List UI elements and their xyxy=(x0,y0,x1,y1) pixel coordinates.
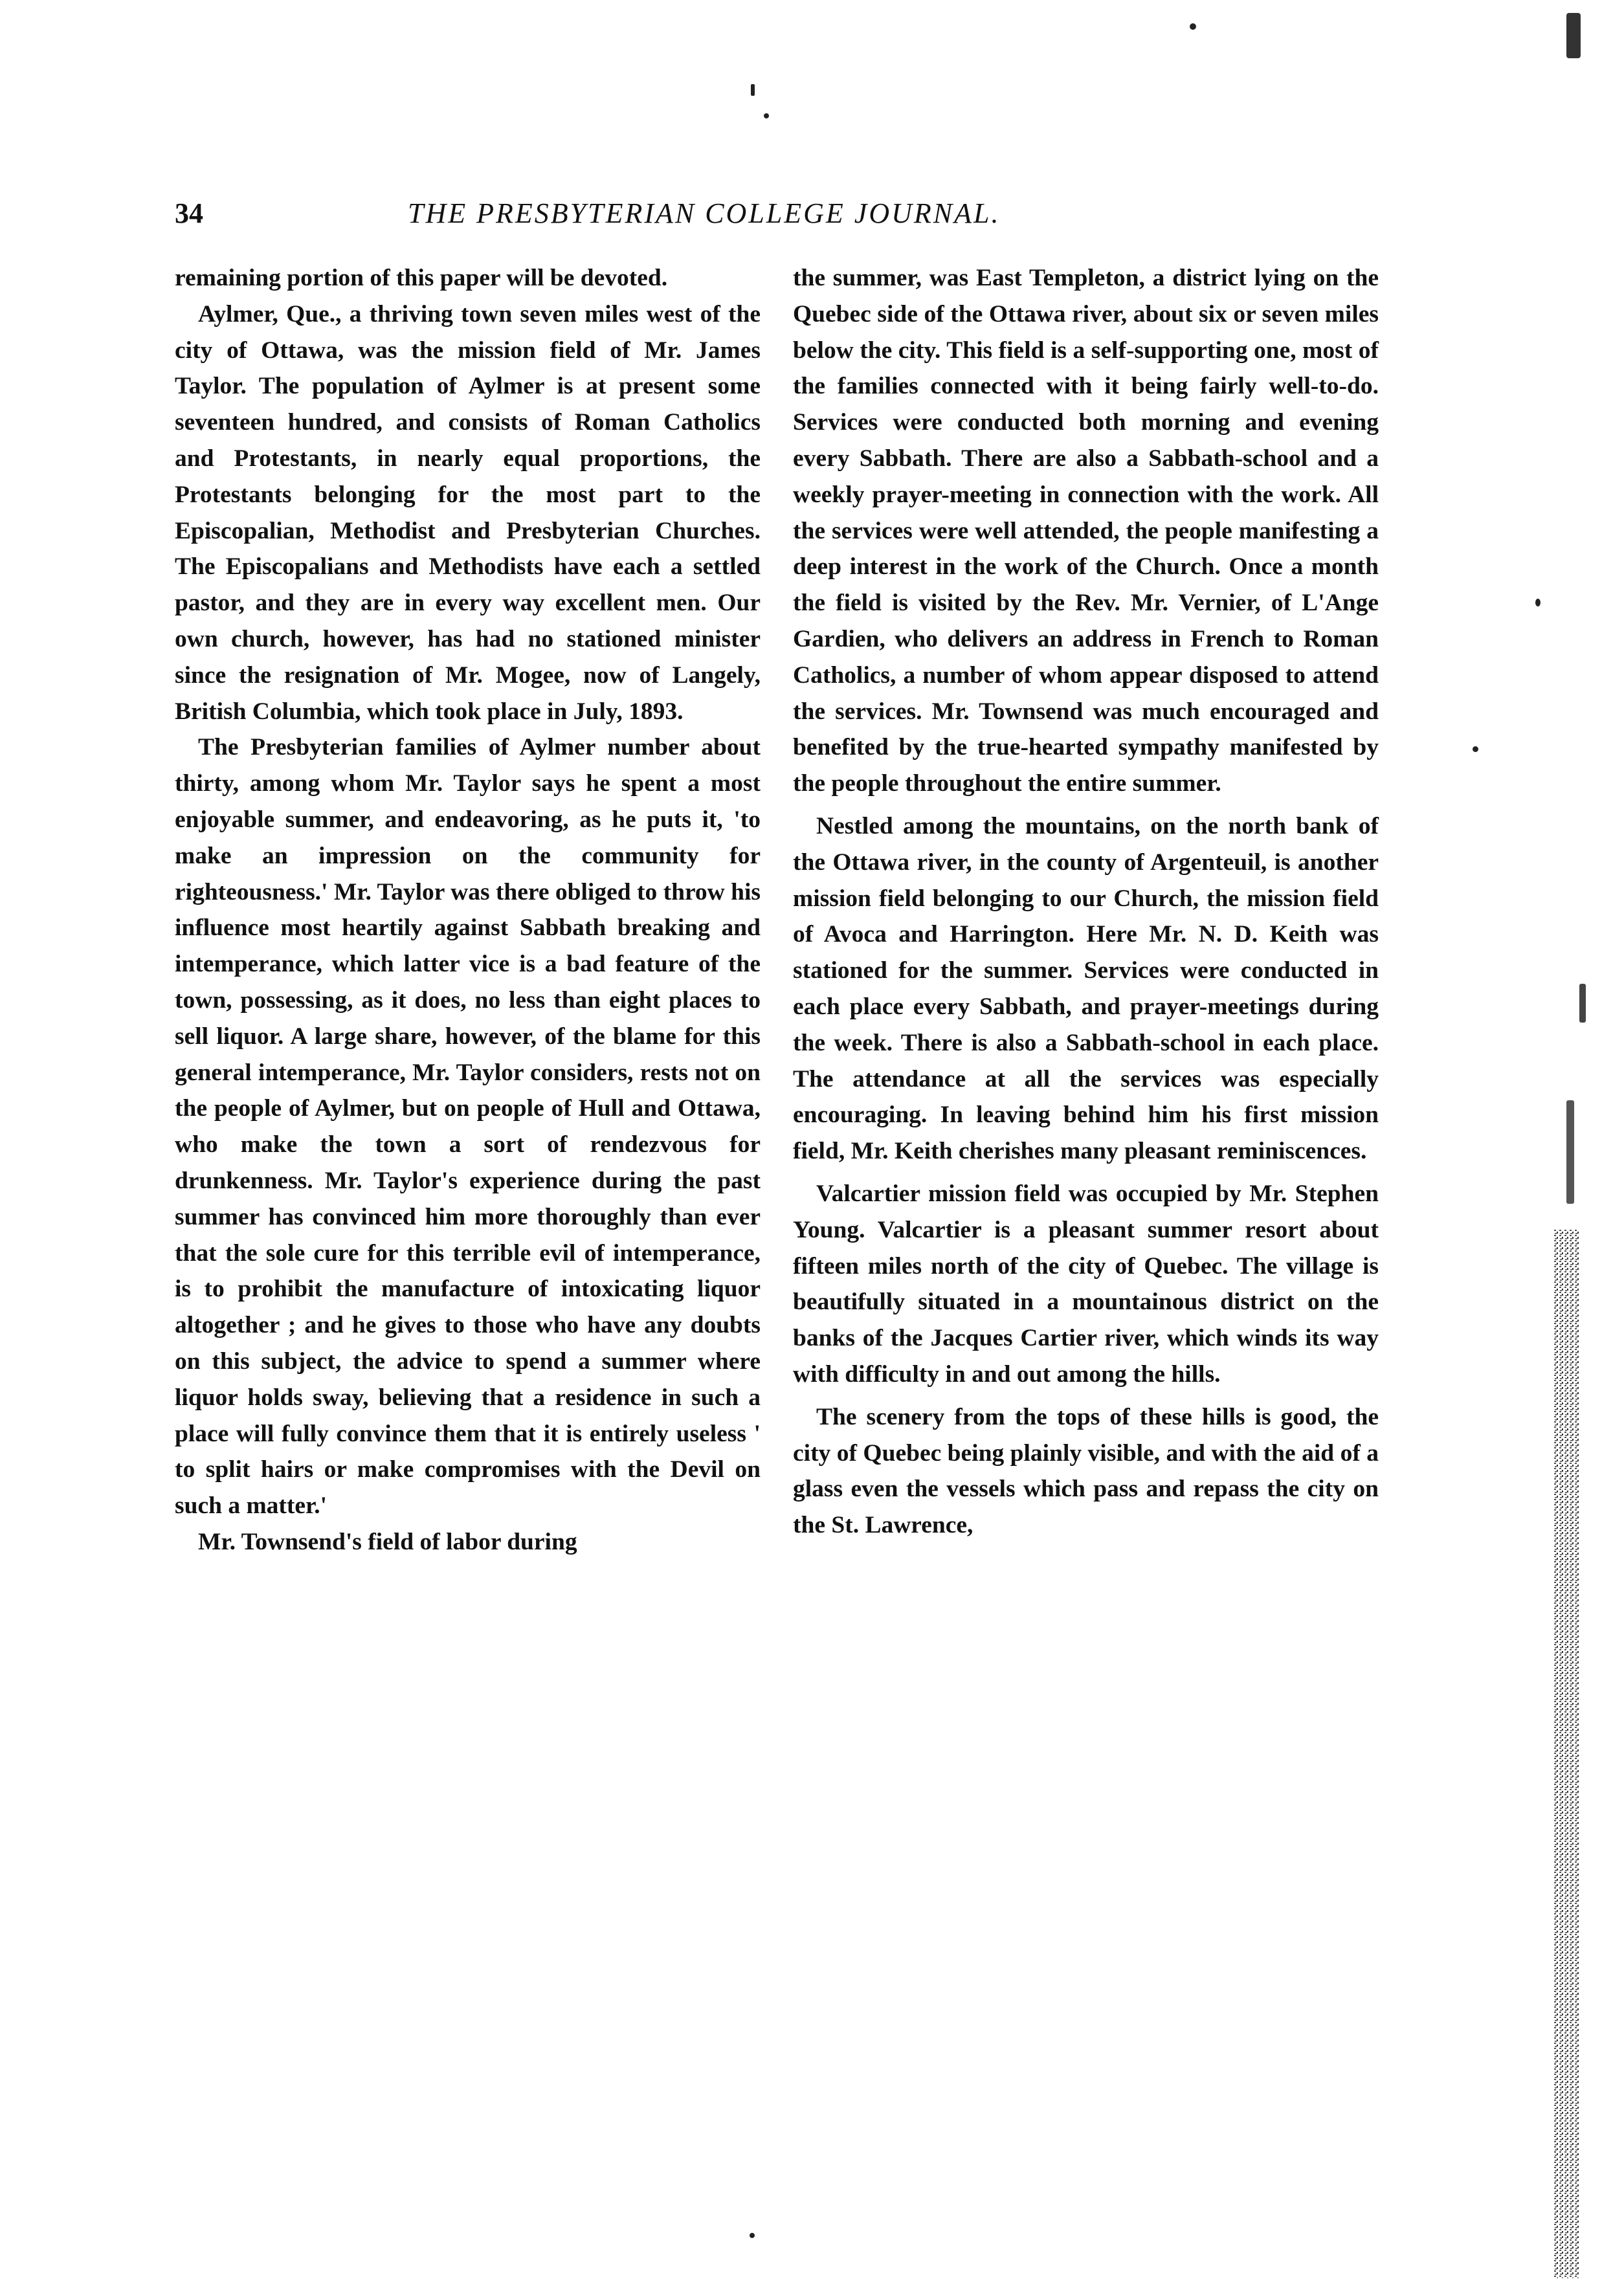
right-column xyxy=(793,260,1379,1544)
scan-speck xyxy=(1535,599,1541,606)
scan-speck xyxy=(764,113,769,118)
right-paragraph-4: The scenery from the tops of these hills is good, the city of Quebec being plainly visible, and with the aid of a glass even the vessels which pass and repass the city on the St. Lawrence, xyxy=(793,1403,1379,1539)
left-paragraph-2: Aylmer, Que., a thriving town seven miles west of the city of Ottawa, was the mission field of Mr. James Taylor. The population of Aylmer is at present some seventeen hundred, and consists of Roman Catholics and Protestants, in nearly equal proportions, the Protestants belonging for the most part to the Episcopalian, Methodist and Presbyterian Churches. The Episcopalians and Methodists have each a settled pastor, and they are in every way excellent men. Our own church, however, has had no stationed minister since the resignation of Mr. Mogee, now of Langely, British Columbia, which took place in July, 1893. xyxy=(175,300,761,725)
page-number: 34 xyxy=(175,197,203,229)
page-header xyxy=(175,194,1113,239)
scan-speck xyxy=(1579,984,1586,1023)
right-paragraph-3: Valcartier mission field was occupied by Mr. Stephen Young. Valcartier is a pleasant summer resort about fifteen miles north of the city of Quebec. The village is beautifully situated in a mountainous district on the banks of the Jacques Cartier river, which winds its way with difficulty in and out among the hills. xyxy=(793,1180,1379,1388)
running-title: THE PRESBYTERIAN COLLEGE JOURNAL. xyxy=(408,197,1001,229)
scan-speck xyxy=(1566,1100,1574,1204)
scan-speck xyxy=(751,84,755,96)
scan-speck xyxy=(1566,13,1581,58)
left-paragraph-3: The Presbyterian families of Aylmer number about thirty, among whom Mr. Taylor says he spent a most enjoyable summer, and endeavoring, as he puts it, 'to make an impression on the community for righteousness.' Mr. Taylor was there obliged to throw his influence most heartily against Sabbath breaking and intemperance, which latter vice is a bad feature of the town, possessing, as it does, no less than eight places to sell liquor. A large share, however, of the blame for this general intemperance, Mr. Taylor considers, rests not on the people of Aylmer, but on people of Hull and Ottawa, who make the town a sort of rendezvous for drunkenness. Mr. Taylor's experience during the past summer has convinced him more thoroughly than ever that the sole cure for this terrible evil of intemperance, is to prohibit the manufacture of intoxicating liquor altogether ; and he gives to those who have any doubts on this subject, the advice to spend a summer where liquor holds sway, believing that a residence in such a place will fully convince them that it is entirely useless ' to split hairs or make compromises with the Devil on such a matter.' xyxy=(175,734,761,1520)
scan-edge-artifact xyxy=(1544,1230,1596,2278)
scan-speck xyxy=(1190,23,1196,30)
scan-speck xyxy=(1473,746,1478,752)
right-paragraph-2: Nestled among the mountains, on the north bank of the Ottawa river, in the county of Argenteuil, is another mission field belonging to our Church, the mission field of Avoca and Harrington. Here Mr. N. D. Keith was stationed for the summer. Services were conducted in each place every Sabbath, and prayer-meetings during the week. There is also a Sabbath-school in each place. The attendance at all the services was especially encouraging. In leaving behind him his first mission field, Mr. Keith cherishes many pleasant reminiscences. xyxy=(793,812,1379,1165)
scan-speck xyxy=(750,2233,755,2238)
left-paragraph-1: remaining portion of this paper will be devoted. xyxy=(175,265,668,291)
left-paragraph-4: Mr. Townsend's field of labor during xyxy=(198,1528,577,1555)
left-column xyxy=(175,260,761,1560)
right-paragraph-1: the summer, was East Templeton, a district lying on the Quebec side of the Ottawa river, about six or seven miles below the city. This field is a self-supporting one, most of the families connected with it being fairly well-to-do. Services were conducted both morning and evening every Sabbath. There are also a Sabbath-school and a weekly prayer-meeting in connection with the work. All the services were well attended, the people manifesting a deep interest in the work of the Church. Once a month the field is visited by the Rev. Mr. Vernier, of L'Ange Gardien, who delivers an address in French to Roman Catholics, a number of whom appear disposed to attend the services. Mr. Townsend was much encouraged and benefited by the true-hearted sympathy manifested by the people throughout the entire summer. xyxy=(793,265,1379,797)
